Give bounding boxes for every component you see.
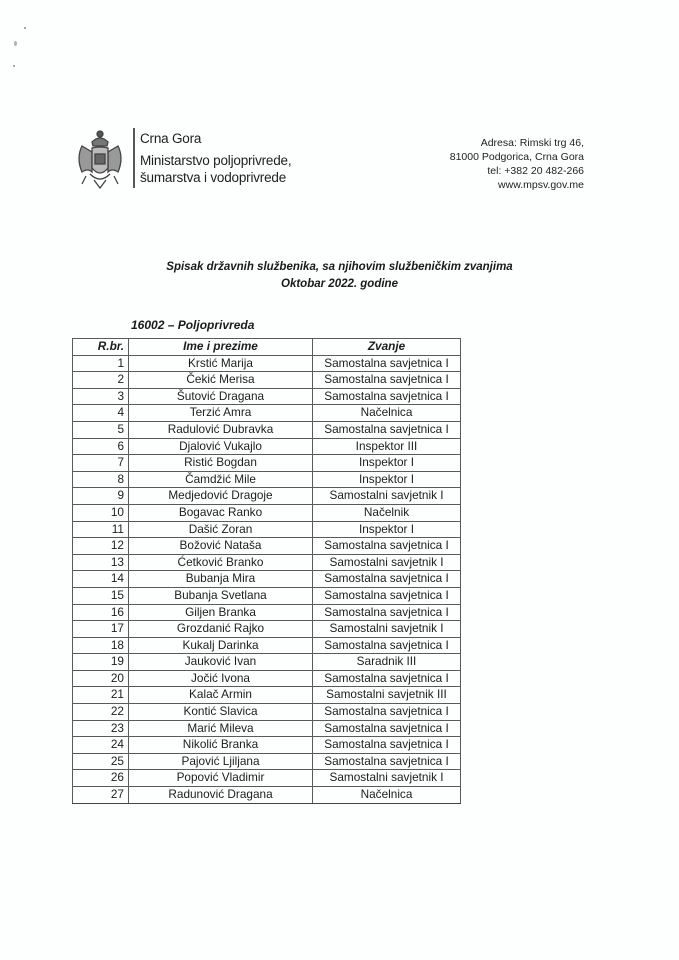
row-number: 8 [73,471,129,488]
table-row [73,388,461,405]
row-number: 12 [73,538,129,555]
employee-title: Samostalna savjetnica I [313,737,461,754]
employee-name: Bogavac Ranko [129,504,313,521]
table-row [73,488,461,505]
row-number: 17 [73,621,129,638]
table-row [73,670,461,687]
table-row [73,554,461,571]
ministry-line-2: šumarstva i vodoprivrede [140,170,287,185]
table-row [73,654,461,671]
table-row [73,355,461,372]
table-row [73,455,461,472]
row-number: 18 [73,637,129,654]
employee-title: Samostalna savjetnica I [313,670,461,687]
address-website: www.mpsv.gov.me [498,179,584,191]
employee-name: Jauković Ivan [129,654,313,671]
employee-title: Samostalni savjetnik I [313,770,461,787]
row-number: 14 [73,571,129,588]
employee-title: Samostalni savjetnik III [313,687,461,704]
employee-title: Inspektor I [313,471,461,488]
header-title: Zvanje [313,339,461,356]
employee-name: Čekić Merisa [129,372,313,389]
employee-title: Inspektor I [313,521,461,538]
table-row [73,621,461,638]
employee-title: Samostalna savjetnica I [313,421,461,438]
row-number: 22 [73,704,129,721]
employee-name: Jočić Ivona [129,670,313,687]
address-street: Adresa: Rimski trg 46, [480,137,584,149]
row-number: 23 [73,720,129,737]
row-number: 25 [73,753,129,770]
employee-title: Načelnica [313,405,461,422]
row-number: 5 [73,421,129,438]
table-row [73,687,461,704]
table-row [73,587,461,604]
employee-name: Ćetković Branko [129,554,313,571]
ministry-line-1: Ministarstvo poljoprivrede, [140,153,292,168]
employee-title: Saradnik III [313,654,461,671]
row-number: 1 [73,355,129,372]
scan-specks [10,25,30,75]
employee-name: Kukalj Darinka [129,637,313,654]
employee-title: Samostalna savjetnica I [313,604,461,621]
title-line-1: Spisak državnih službenika, sa njihovim službeničkim zvanjima [166,261,513,273]
row-number: 11 [73,521,129,538]
table-row [73,538,461,555]
table-row [73,637,461,654]
table-row [73,504,461,521]
table-row [73,372,461,389]
employee-name: Čamdžić Mile [129,471,313,488]
employee-title: Samostalna savjetnica I [313,355,461,372]
employee-name: Kalač Armin [129,687,313,704]
coat-of-arms-icon [74,128,126,190]
table-row [73,521,461,538]
employee-name: Dašić Zoran [129,521,313,538]
row-number: 27 [73,787,129,804]
ministry-name-block [140,130,291,186]
employee-name: Božović Nataša [129,538,313,555]
row-number: 20 [73,670,129,687]
employee-name: Terzić Amra [129,405,313,422]
employee-title: Samostalni savjetnik I [313,554,461,571]
employee-name: Grozdanić Rajko [129,621,313,638]
row-number: 24 [73,737,129,754]
employee-name: Bubanja Mira [129,571,313,588]
employee-name: Kontić Slavica [129,704,313,721]
employee-title: Načelnik [313,504,461,521]
employee-name: Krstić Marija [129,355,313,372]
employee-title: Samostalni savjetnik I [313,488,461,505]
employee-name: Šutović Dragana [129,388,313,405]
section-heading: 16002 – Poljoprivreda [131,318,255,332]
employee-title: Samostalna savjetnica I [313,704,461,721]
employee-name: Radunović Dragana [129,787,313,804]
header-divider [133,128,135,188]
table-row [73,770,461,787]
table-row [73,704,461,721]
table-row [73,405,461,422]
row-number: 21 [73,687,129,704]
table-row [73,438,461,455]
table-row [73,720,461,737]
row-number: 6 [73,438,129,455]
employee-name: Djalović Vukajlo [129,438,313,455]
employee-name: Nikolić Branka [129,737,313,754]
table-row [73,737,461,754]
table-row [73,471,461,488]
employee-table [72,338,461,804]
title-line-2: Oktobar 2022. godine [281,278,398,290]
employee-title: Samostalni savjetnik I [313,621,461,638]
row-number: 19 [73,654,129,671]
employee-title: Samostalna savjetnica I [313,372,461,389]
table-row [73,753,461,770]
employee-title: Samostalna savjetnica I [313,753,461,770]
table-row [73,421,461,438]
address-block [450,136,584,192]
row-number: 7 [73,455,129,472]
employee-name: Medjedović Dragoje [129,488,313,505]
address-city: 81000 Podgorica, Crna Gora [449,151,584,163]
employee-title: Načelnica [313,787,461,804]
employee-name: Pajović Ljiljana [129,753,313,770]
header-number: R.br. [73,339,129,356]
employee-title: Samostalna savjetnica I [313,587,461,604]
header-name: Ime i prezime [129,339,313,356]
row-number: 9 [73,488,129,505]
employee-title: Samostalna savjetnica I [313,388,461,405]
employee-name: Ristić Bogdan [129,455,313,472]
table-row [73,787,461,804]
employee-name: Giljen Branka [129,604,313,621]
row-number: 16 [73,604,129,621]
table-header-row [73,339,461,356]
row-number: 13 [73,554,129,571]
employee-name: Marić Mileva [129,720,313,737]
row-number: 26 [73,770,129,787]
table-row [73,571,461,588]
employee-title: Samostalna savjetnica I [313,571,461,588]
document-title [0,259,679,293]
row-number: 15 [73,587,129,604]
employee-name: Popović Vladimir [129,770,313,787]
employee-title: Inspektor I [313,455,461,472]
row-number: 2 [73,372,129,389]
employee-name: Bubanja Svetlana [129,587,313,604]
table-row [73,604,461,621]
employee-title: Samostalna savjetnica I [313,720,461,737]
row-number: 4 [73,405,129,422]
row-number: 10 [73,504,129,521]
country-name: Crna Gora [140,131,202,146]
address-phone: tel: +382 20 482-266 [487,165,584,177]
employee-title: Inspektor III [313,438,461,455]
employee-name: Radulović Dubravka [129,421,313,438]
row-number: 3 [73,388,129,405]
employee-title: Samostalna savjetnica I [313,538,461,555]
employee-title: Samostalna savjetnica I [313,637,461,654]
